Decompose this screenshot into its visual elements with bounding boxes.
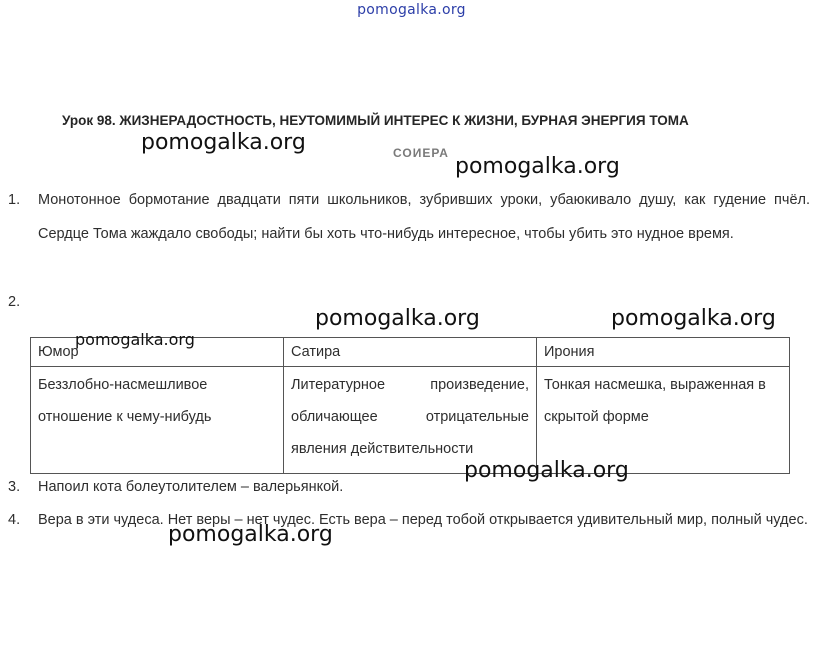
answer-item-1 <box>8 183 810 285</box>
item-number: 2. <box>8 294 21 310</box>
column-header-humor: Юмор <box>31 338 284 367</box>
answer-item-3 <box>8 470 810 504</box>
item-number: 4. <box>8 512 21 528</box>
watermark: pomogalka.org <box>315 306 480 331</box>
column-header-satire: Сатира <box>284 338 537 367</box>
item-text: Вера в эти чудеса. Нет веры – нет чудес. Есть вера – перед тобой открывается удивительный мир, полный чудес. <box>38 512 808 528</box>
watermark: pomogalka.org <box>464 458 629 483</box>
item-text: Монотонное бормотание двадцати пяти школьников, зубривших уроки, убаюкивало душу, как гудение пчёл. Сердце Тома жаждало свободы; найти бы хоть что-нибудь интересное, чтобы убить это нудное время. <box>38 192 810 242</box>
watermark: pomogalka.org <box>168 522 333 547</box>
item-number: 3. <box>8 479 21 495</box>
cell-humor-definition: Беззлобно-насмешливое отношение к чему-нибудь <box>31 367 284 474</box>
site-header-watermark: pomogalka.org <box>357 2 466 18</box>
cell-satire-definition: Литературное произведение, обличающее отрицательные явления действительности <box>284 367 537 474</box>
watermark: pomogalka.org <box>611 306 776 331</box>
item-text: Напоил кота болеутолителем – валерьянкой. <box>38 479 344 495</box>
table-row <box>31 367 790 474</box>
watermark: pomogalka.org <box>75 330 195 349</box>
answer-item-4 <box>8 503 810 571</box>
lesson-subtitle: СОИЕРА <box>393 146 449 160</box>
column-header-irony: Ирония <box>537 338 790 367</box>
watermark: pomogalka.org <box>141 130 306 155</box>
watermark: pomogalka.org <box>455 154 620 179</box>
cell-irony-definition: Тонкая насмешка, выраженная в скрытой форме <box>537 367 790 474</box>
item-number: 1. <box>8 192 21 208</box>
terms-table <box>30 337 790 474</box>
lesson-title: Урок 98. ЖИЗНЕРАДОСТНОСТЬ, НЕУТОМИМЫЙ ИНТЕРЕС К ЖИЗНИ, БУРНАЯ ЭНЕРГИЯ ТОМА <box>62 113 689 128</box>
